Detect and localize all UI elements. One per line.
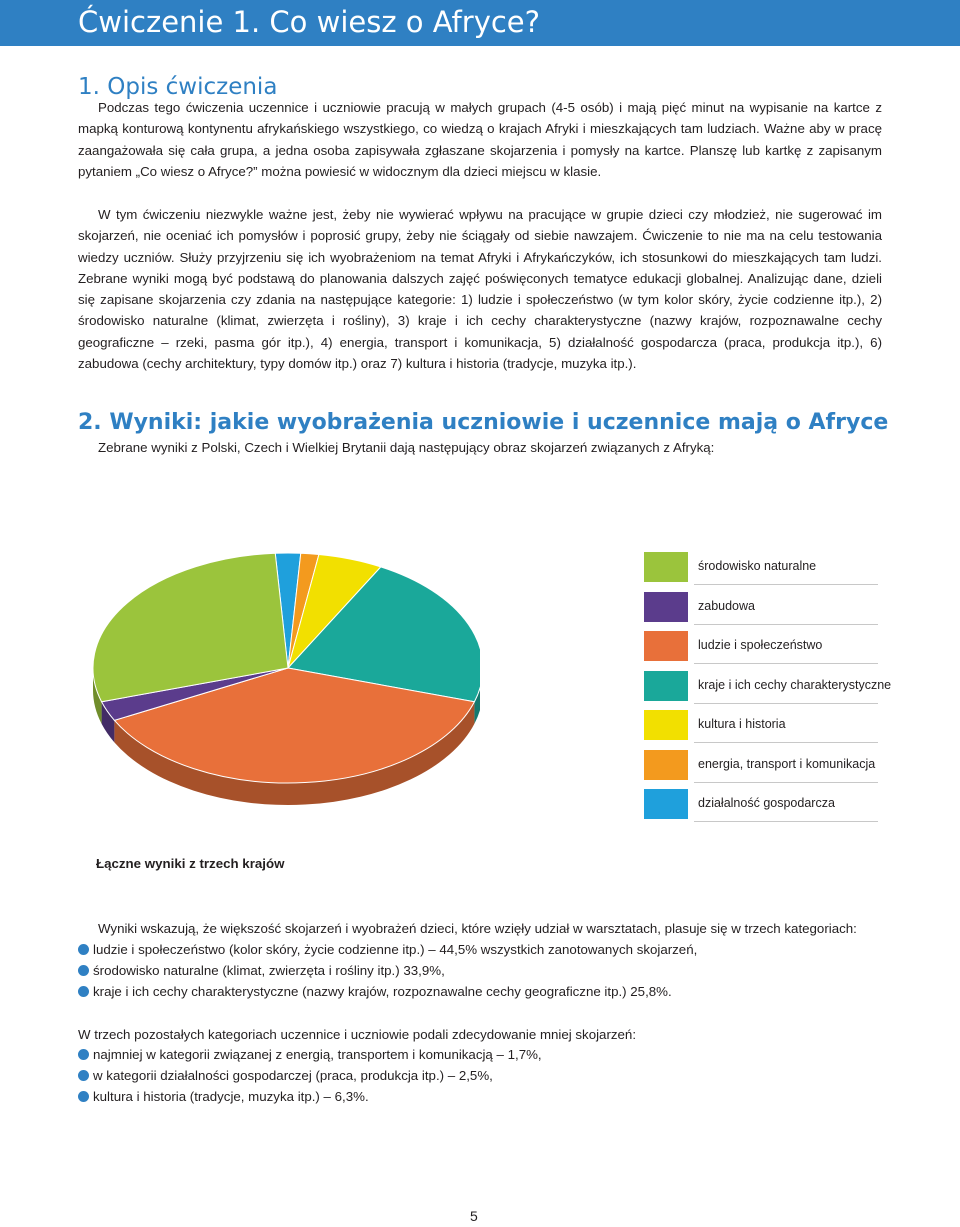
list-item <box>78 1086 542 1107</box>
legend-item <box>640 789 890 829</box>
section-2-intro: Zebrane wyniki z Polski, Czech i Wielkiej Brytanii dają następujący obraz skojarzeń związanych z Afryką: <box>98 440 715 455</box>
list-item-text: kultura i historia (tradycje, muzyka itp.) – 6,3%. <box>93 1089 369 1104</box>
bullet-icon <box>78 986 89 997</box>
list-item-text: środowisko naturalne (klimat, zwierzęta i rośliny itp.) 33,9%, <box>93 963 445 978</box>
pie-chart <box>80 540 480 810</box>
list-item-text: kraje i ich cechy charakterystyczne (nazwy krajów, rozpoznawalne cechy geograficzne itp.) 25,8%. <box>93 984 672 999</box>
summary-intro: Wyniki wskazują, że większość skojarzeń i wyobrażeń dzieci, które wzięły udział w warsztatach, plasuje się w trzech kategoriach: <box>98 921 857 936</box>
legend-label: działalność gospodarcza <box>698 796 835 810</box>
section-2-title: 2. Wyniki: jakie wyobrażenia uczniowie i uczennice mają o Afryce <box>78 410 889 435</box>
legend-swatch <box>644 631 688 661</box>
legend-divider <box>694 782 878 783</box>
list-item-text: w kategorii działalności gospodarczej (praca, produkcja itp.) – 2,5%, <box>93 1068 493 1083</box>
chart-caption: Łączne wyniki z trzech krajów <box>96 856 285 871</box>
legend-swatch <box>644 592 688 622</box>
legend-label: energia, transport i komunikacja <box>698 756 876 771</box>
legend-item <box>640 631 890 671</box>
list-item <box>78 960 697 981</box>
legend-label: kraje i ich cechy charakterystyczne <box>698 677 892 692</box>
legend-item <box>640 750 890 790</box>
list-item-text: ludzie i społeczeństwo (kolor skóry, życie codzienne itp.) – 44,5% wszystkich zanotowanych skojarzeń, <box>93 942 698 957</box>
legend-item <box>640 671 890 711</box>
page-title: Ćwiczenie 1. Co wiesz o Afryce? <box>78 5 541 39</box>
other-categories-list <box>78 1044 542 1107</box>
bullet-icon <box>78 1070 89 1081</box>
legend-divider <box>694 663 878 664</box>
legend-swatch <box>644 710 688 740</box>
legend-swatch <box>644 671 688 701</box>
other-intro: W trzech pozostałych kategoriach uczennice i uczniowie podali zdecydowanie mniej skojarzeń: <box>78 1027 637 1042</box>
legend-divider <box>694 584 878 585</box>
bullet-icon <box>78 1049 89 1060</box>
bullet-icon <box>78 965 89 976</box>
list-item <box>78 1065 542 1086</box>
legend-divider <box>694 703 878 704</box>
section-1-paragraph-2: W tym ćwiczeniu niezwykle ważne jest, żeby nie wywierać wpływu na pracujące w grupie dzieci czy młodzież, nie sugerować im skojarzeń, nie oceniać ich pomysłów i poprosić grupy, żeby nie ściągały od siebie nawzajem. Ćwiczenie to nie ma na celu testowania wiedzy uczniów. Służy przyjrzeniu się ich wyobrażeniom na temat Afryki i Afrykańczyków, ich stosunkowi do mieszkających tam ludzi. Zebrane wyniki mogą być podstawą do planowania dalszych zajęć poświęconych tematyce edukacji globalnej. Analizując dane, dzieli się zapisane skojarzenia czy zdania na następujące kategorie: 1) ludzie i społeczeństwo (w tym kolor skóry, życie codzienne itp.), 2) środowisko naturalne (klimat, zwierzęta i rośliny), 3) kraje i ich cechy charakterystyczne (nazwy krajów, rozpoznawalne cechy geograficzne – rzeki, pasma gór itp.), 4) energia, transport i komunikacja, 5) działalność gospodarcza (praca, produkcja itp.), 6) zabudowa (cechy architektury, typy domów itp.) oraz 7) kultura i historia (tradycje, muzyka itp.). <box>78 207 882 372</box>
page-number: 5 <box>470 1208 478 1224</box>
list-item <box>78 939 697 960</box>
list-item-text: najmniej w kategorii związanej z energią, transportem i komunikacją – 1,7%, <box>93 1047 542 1062</box>
section-1-paragraph-1: Podczas tego ćwiczenia uczennice i uczniowie pracują w małych grupach (4-5 osób) i mają pięć minut na wypisanie na kartce z mapką konturową kontynentu afrykańskiego wszystkiego, co wiedzą o krajach Afryki i mieszkających tam ludziach. Ważne aby w pracę zaangażowała się cała grupa, a jedna osoba zapisywała zgłaszane skojarzenia i pomysły na kartce. Planszę lub kartkę z zapisanym pytaniem „Co wiesz o Afryce?” można powiesić w widocznym dla dzieci miejscu w klasie. <box>78 100 882 179</box>
legend-label: ludzie i społeczeństwo <box>698 638 823 652</box>
bullet-icon <box>78 1091 89 1102</box>
legend-label: środowisko naturalne <box>698 559 817 573</box>
legend-divider <box>694 624 878 625</box>
legend-swatch <box>644 789 688 819</box>
pie-chart-svg <box>80 540 480 810</box>
bullet-icon <box>78 944 89 955</box>
legend-swatch <box>644 552 688 582</box>
legend-item <box>640 552 890 592</box>
legend-label: zabudowa <box>698 598 755 613</box>
legend-item <box>640 710 890 750</box>
top-categories-list <box>78 939 697 1002</box>
legend-divider <box>694 821 878 822</box>
list-item <box>78 1044 542 1065</box>
legend-item <box>640 592 890 632</box>
section-1-title: 1. Opis ćwiczenia <box>78 74 278 100</box>
legend-swatch <box>644 750 688 780</box>
legend-divider <box>694 742 878 743</box>
legend-label: kultura i historia <box>698 717 786 731</box>
list-item <box>78 981 697 1002</box>
